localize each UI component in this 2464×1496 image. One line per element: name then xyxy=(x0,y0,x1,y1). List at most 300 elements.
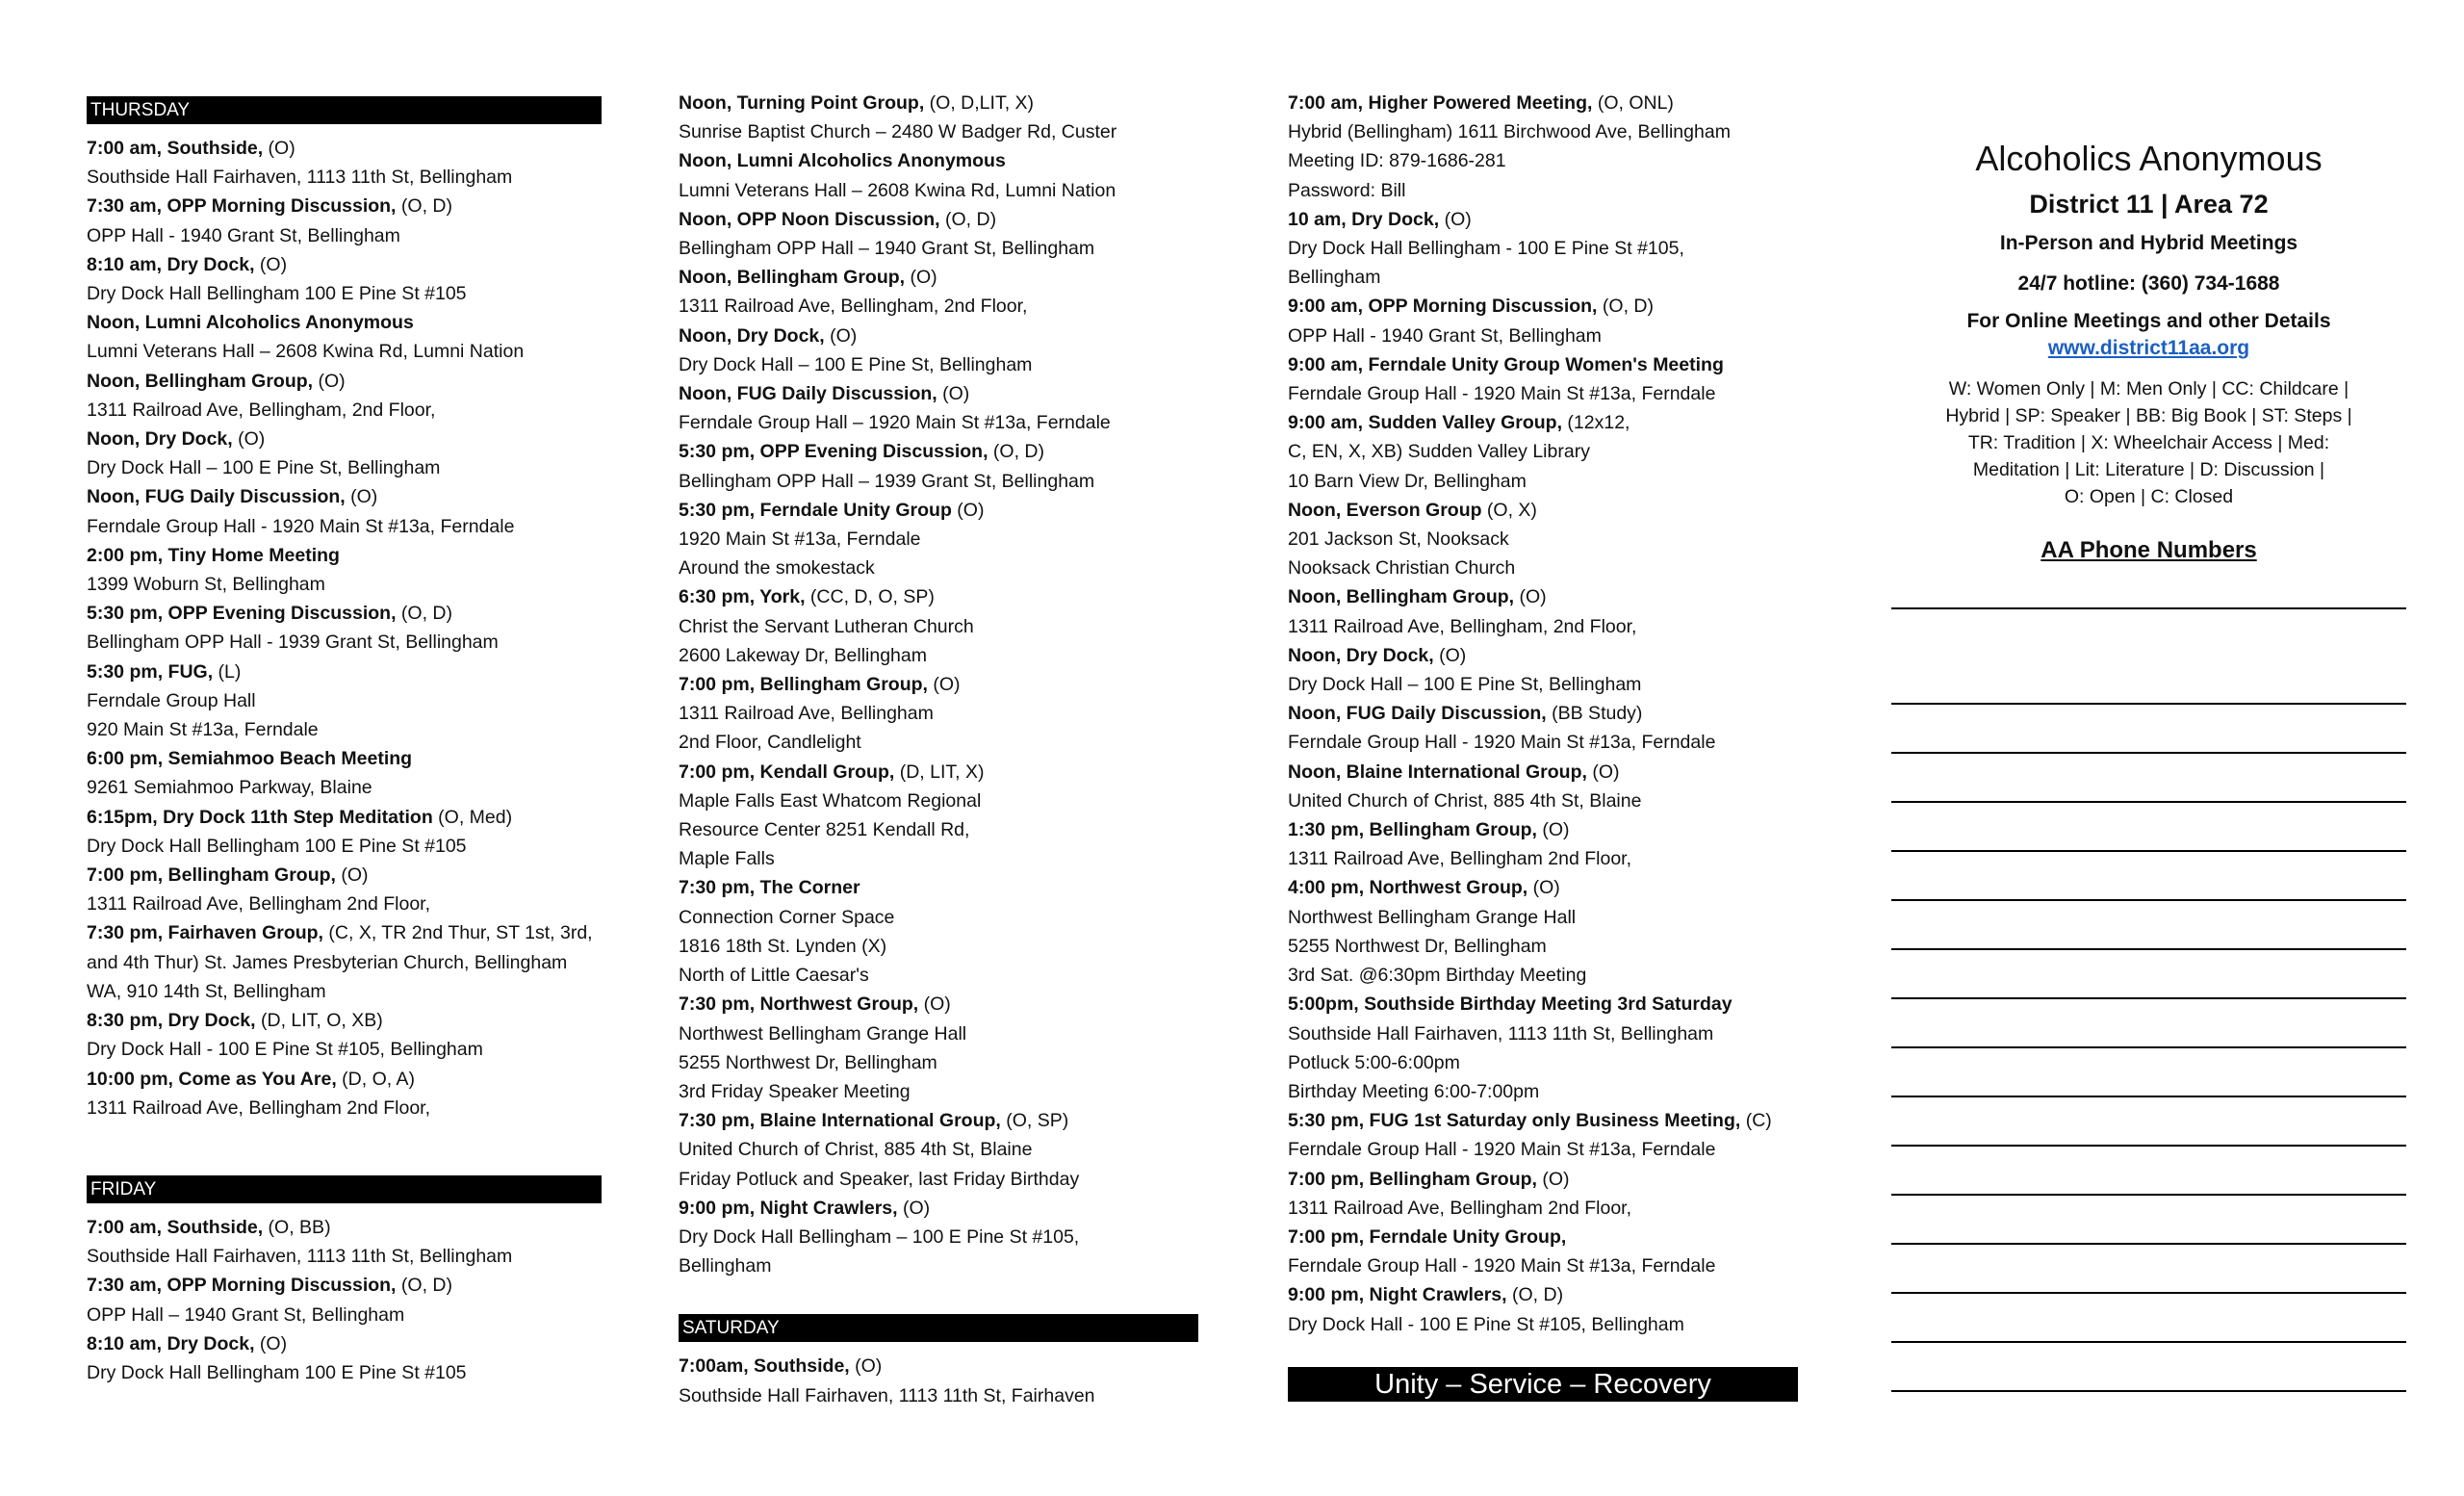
meeting-heading xyxy=(1288,758,1808,787)
meeting-codes: (O, D) xyxy=(1506,1284,1564,1306)
meeting-entry xyxy=(1288,292,1808,349)
meeting-codes: (O) xyxy=(1536,1168,1570,1190)
phone-blank-line xyxy=(1891,1147,2406,1196)
meeting-heading xyxy=(87,599,602,628)
cover-panel xyxy=(1886,135,2411,1392)
meeting-location-line: Ferndale Group Hall xyxy=(87,689,256,711)
meeting-location-line: Around the smokestack xyxy=(679,557,875,580)
meeting-entry xyxy=(679,990,1198,1106)
meeting-entry xyxy=(679,205,1198,263)
meeting-heading xyxy=(87,1271,602,1300)
meeting-location-line: Ferndale Group Hall - 1920 Main St #13a, Ferndale xyxy=(87,515,515,537)
meeting-entry xyxy=(1288,350,1808,408)
meeting-entry xyxy=(87,250,602,308)
phone-blank-line xyxy=(1891,1294,2406,1343)
meeting-title: 9:00 pm, Night Crawlers, xyxy=(679,1197,898,1219)
meeting-location-line: 1816 18th St. Lynden (X) xyxy=(679,935,887,957)
meeting-codes: (O) xyxy=(232,428,266,451)
meeting-codes: (O) xyxy=(313,370,346,392)
meeting-location-line: Birthday Meeting 6:00-7:00pm xyxy=(1288,1080,1540,1102)
meeting-location-line: Southside Hall Fairhaven, 1113 11th St, Fairhaven xyxy=(679,1384,1095,1406)
meeting-codes: (O, Med) xyxy=(432,806,513,828)
meeting-location-line: Dry Dock Hall Bellingham 100 E Pine St #105 xyxy=(87,1361,467,1383)
meeting-title: Noon, Lumni Alcoholics Anonymous xyxy=(87,312,414,334)
meeting-location-line: Bellingham xyxy=(1288,267,1381,289)
meeting-entry xyxy=(1288,873,1808,990)
legend-line: TR: Tradition | X: Wheelchair Access | Med: xyxy=(1967,432,2330,453)
meeting-heading xyxy=(1288,1223,1808,1251)
meeting-location-line: Ferndale Group Hall - 1920 Main St #13a, Ferndale xyxy=(1288,383,1716,405)
meeting-entry xyxy=(1288,990,1808,1106)
meeting-heading xyxy=(679,873,1198,902)
meeting-codes: (O, D) xyxy=(939,208,997,230)
meeting-codes: (O) xyxy=(1586,761,1620,783)
meeting-heading xyxy=(1288,1106,1808,1135)
meeting-title: 8:10 am, Dry Dock, xyxy=(87,1332,255,1354)
meeting-location-line: 5255 Northwest Dr, Bellingham xyxy=(679,1051,937,1073)
phone-blank-line xyxy=(1891,1196,2406,1245)
meeting-heading xyxy=(1288,873,1808,902)
meeting-title: Noon, FUG Daily Discussion, xyxy=(87,486,346,508)
legend-line: W: Women Only | M: Men Only | CC: Childcare | xyxy=(1948,378,2349,400)
meeting-location-line: Bellingham OPP Hall – 1940 Grant St, Bellingham xyxy=(679,238,1095,260)
friday-meeting-list-continued xyxy=(679,89,1198,1280)
hotline: 24/7 hotline: (360) 734-1688 xyxy=(2017,272,2280,295)
meeting-location-line: Southside Hall Fairhaven, 1113 11th St, Bellingham xyxy=(87,1246,513,1268)
meeting-location-line: Dry Dock Hall - 100 E Pine St #105, Bellingham xyxy=(87,1039,483,1061)
legend-line: Meditation | Lit: Literature | D: Discussion | xyxy=(1972,459,2325,480)
meeting-title: Noon, Dry Dock, xyxy=(679,324,825,347)
meeting-location-line: 1311 Railroad Ave, Bellingham 2nd Floor, xyxy=(87,893,431,916)
meeting-entry xyxy=(87,1213,602,1271)
meeting-heading xyxy=(87,134,602,163)
meeting-heading xyxy=(1288,496,1808,525)
meeting-codes: (O) xyxy=(1527,877,1560,899)
meeting-entry xyxy=(1288,1280,1808,1338)
meeting-heading xyxy=(87,250,602,279)
meeting-entry xyxy=(87,658,602,745)
meeting-heading xyxy=(679,1352,1198,1380)
meeting-codes: (O) xyxy=(254,1332,288,1354)
meeting-title: 7:00am, Southside, xyxy=(679,1355,850,1378)
meeting-location-line: Dry Dock Hall Bellingham 100 E Pine St #105 xyxy=(87,835,467,857)
meeting-location-line: United Church of Christ, 885 4th St, Blaine xyxy=(1288,789,1642,812)
unity-service-recovery-banner: Unity – Service – Recovery xyxy=(1288,1367,1798,1402)
meeting-location-line: Resource Center 8251 Kendall Rd, xyxy=(679,819,970,841)
meeting-title: 4:00 pm, Northwest Group, xyxy=(1288,877,1528,899)
meeting-title: Noon, Bellingham Group, xyxy=(1288,586,1515,608)
phone-blank-line xyxy=(1891,901,2406,950)
meeting-heading xyxy=(679,990,1198,1019)
meeting-heading xyxy=(679,582,1198,611)
meeting-entry xyxy=(87,918,602,1006)
friday-header: FRIDAY xyxy=(87,1175,602,1203)
meeting-entry xyxy=(87,1329,602,1387)
meeting-location-line: OPP Hall - 1940 Grant St, Bellingham xyxy=(1288,324,1602,347)
phone-blank-line xyxy=(1891,1343,2406,1392)
meeting-heading xyxy=(87,861,602,890)
meeting-codes: (CC, D, O, SP) xyxy=(805,586,935,608)
meeting-entry xyxy=(679,437,1198,495)
phone-blank-line xyxy=(1891,1097,2406,1147)
meeting-title: 5:30 pm, FUG 1st Saturday only Business Meeting, xyxy=(1288,1110,1741,1132)
meeting-codes: (L) xyxy=(213,660,242,683)
meeting-location-line: 9261 Semiahmoo Parkway, Blaine xyxy=(87,777,372,799)
column-friday-saturday xyxy=(679,89,1198,1410)
meeting-title: Noon, Everson Group xyxy=(1288,499,1482,521)
meeting-title: 5:30 pm, FUG, xyxy=(87,660,214,683)
meeting-heading xyxy=(87,918,602,947)
meeting-entry xyxy=(679,670,1198,758)
phone-numbers-title: AA Phone Numbers xyxy=(2040,537,2257,563)
meeting-heading xyxy=(87,658,602,686)
meeting-codes: (O) xyxy=(1536,819,1570,841)
phone-number-lines xyxy=(1886,606,2411,1392)
meeting-heading xyxy=(679,322,1198,350)
meeting-entry xyxy=(679,146,1198,204)
meeting-entry xyxy=(87,541,602,599)
meeting-title: 7:30 pm, Fairhaven Group, xyxy=(87,922,323,944)
meeting-heading xyxy=(1288,815,1808,844)
meeting-heading xyxy=(1288,292,1808,321)
meeting-heading xyxy=(87,1213,602,1242)
meeting-location-line: Northwest Bellingham Grange Hall xyxy=(679,1022,967,1045)
meeting-location-line: 2600 Lakeway Dr, Bellingham xyxy=(679,644,927,666)
meeting-title: Noon, Bellingham Group, xyxy=(679,267,906,289)
meetings-subtitle: In-Person and Hybrid Meetings xyxy=(1999,232,2298,254)
meeting-title: 5:00pm, Southside Birthday Meeting 3rd Saturday xyxy=(1288,993,1732,1016)
meeting-location-line: Southside Hall Fairhaven, 1113 11th St, Bellingham xyxy=(87,167,513,189)
meeting-location-line: 920 Main St #13a, Ferndale xyxy=(87,719,319,741)
meeting-location-line: North of Little Caesar's xyxy=(679,965,869,987)
meeting-entry xyxy=(87,482,602,540)
legend-line: Hybrid | SP: Speaker | BB: Big Book | ST: Steps | xyxy=(1945,405,2352,426)
meeting-entry xyxy=(679,263,1198,321)
meeting-entry xyxy=(679,873,1198,990)
meeting-entry xyxy=(87,1271,602,1328)
meeting-entry xyxy=(1288,408,1808,496)
meeting-location-line: Nooksack Christian Church xyxy=(1288,557,1516,580)
meeting-heading xyxy=(679,379,1198,408)
meeting-codes: (12x12, xyxy=(1562,412,1630,434)
meeting-heading xyxy=(87,482,602,511)
meeting-codes: (O) xyxy=(918,993,951,1016)
meeting-entry xyxy=(87,861,602,918)
meeting-heading xyxy=(679,496,1198,525)
meeting-codes: (O) xyxy=(1433,644,1467,666)
meeting-entry xyxy=(1288,641,1808,699)
meeting-title: 10 am, Dry Dock, xyxy=(1288,208,1440,230)
meeting-entry xyxy=(1288,1106,1808,1164)
meeting-entry xyxy=(87,192,602,249)
meeting-entry xyxy=(679,1352,1198,1409)
meeting-location-line: Potluck 5:00-6:00pm xyxy=(1288,1051,1460,1073)
meeting-heading xyxy=(1288,1280,1808,1309)
meeting-location-line: C, EN, X, XB) Sudden Valley Library xyxy=(1288,441,1590,463)
meeting-codes: (O, D) xyxy=(396,603,452,625)
meeting-location-line: 1920 Main St #13a, Ferndale xyxy=(679,529,921,551)
meeting-entry xyxy=(679,89,1198,146)
meeting-location-line: 2nd Floor, Candlelight xyxy=(679,732,861,754)
meeting-codes: (O) xyxy=(254,253,288,275)
meeting-title: 6:00 pm, Semiahmoo Beach Meeting xyxy=(87,748,413,770)
meeting-codes: (O, SP) xyxy=(1000,1110,1069,1132)
meeting-title: 7:00 pm, Bellingham Group, xyxy=(679,674,928,696)
legend-line: O: Open | C: Closed xyxy=(2064,486,2234,507)
meeting-codes: (C) xyxy=(1740,1110,1772,1132)
meeting-heading xyxy=(87,367,602,396)
meeting-location-line: Bellingham OPP Hall – 1939 Grant St, Bellingham xyxy=(679,470,1095,492)
meeting-title: Noon, Lumni Alcoholics Anonymous xyxy=(679,150,1006,172)
meeting-location-line: 1311 Railroad Ave, Bellingham, 2nd Floor, xyxy=(679,296,1028,318)
meeting-codes: (O, D) xyxy=(396,195,452,218)
meeting-location-line: Ferndale Group Hall – 1920 Main St #13a, Ferndale xyxy=(679,412,1111,434)
meeting-location-line: OPP Hall - 1940 Grant St, Bellingham xyxy=(87,224,400,246)
meeting-title: 7:30 pm, Blaine International Group, xyxy=(679,1110,1001,1132)
phone-blank-line xyxy=(1891,705,2406,754)
meeting-location-line: 3rd Sat. @6:30pm Birthday Meeting xyxy=(1288,965,1587,987)
meeting-location-line: 1311 Railroad Ave, Bellingham, 2nd Floor, xyxy=(87,399,436,421)
phone-blank-line xyxy=(1891,754,2406,803)
meeting-codes: (O) xyxy=(335,864,369,887)
saturday-header: SATURDAY xyxy=(679,1314,1198,1342)
meeting-title: 7:00 pm, Kendall Group, xyxy=(679,761,895,783)
column-saturday xyxy=(1288,89,1808,1339)
meeting-codes: (O, BB) xyxy=(263,1216,331,1238)
meeting-codes: (O) xyxy=(1439,208,1472,230)
meeting-entry xyxy=(1288,1165,1808,1223)
online-meetings-text: For Online Meetings and other Details xyxy=(1966,310,2331,332)
meeting-location-line: 1399 Woburn St, Bellingham xyxy=(87,574,325,596)
meeting-heading xyxy=(87,1329,602,1358)
meeting-entry xyxy=(87,803,602,861)
meeting-location-line: Maple Falls East Whatcom Regional xyxy=(679,789,982,812)
phone-blank-line xyxy=(1891,656,2406,705)
meeting-heading xyxy=(679,146,1198,175)
meeting-title: 6:15pm, Dry Dock 11th Step Meditation xyxy=(87,806,433,828)
meeting-codes: (O) xyxy=(905,267,937,289)
meeting-entry xyxy=(679,758,1198,874)
meeting-location-line: Dry Dock Hall - 100 E Pine St #105, Bellingham xyxy=(1288,1313,1684,1335)
meeting-location-line: Dry Dock Hall Bellingham – 100 E Pine St #105, xyxy=(679,1225,1080,1248)
meeting-codes: (C, X, TR 2nd Thur, ST 1st, 3rd, xyxy=(322,922,593,944)
meeting-title: 7:30 am, OPP Morning Discussion, xyxy=(87,1275,397,1297)
meeting-title: 9:00 am, OPP Morning Discussion, xyxy=(1288,296,1598,318)
meeting-location-line: 1311 Railroad Ave, Bellingham 2nd Floor, xyxy=(1288,848,1632,870)
meeting-codes: (O) xyxy=(849,1355,883,1378)
meeting-title: 7:00 am, Southside, xyxy=(87,138,264,159)
meeting-title: 7:30 pm, Northwest Group, xyxy=(679,993,919,1016)
meeting-heading xyxy=(87,803,602,832)
meeting-title: 7:00 am, Higher Powered Meeting, xyxy=(1288,92,1593,114)
meeting-heading xyxy=(1288,1165,1808,1194)
phone-blank-line xyxy=(1891,852,2406,901)
meeting-title: Noon, Dry Dock, xyxy=(1288,644,1434,666)
meeting-title: 8:30 pm, Dry Dock, xyxy=(87,1010,256,1032)
meeting-entry xyxy=(1288,1223,1808,1280)
thursday-header: THURSDAY xyxy=(87,96,602,124)
meeting-location-line: 1311 Railroad Ave, Bellingham 2nd Floor, xyxy=(87,1096,431,1119)
meeting-location-line: Maple Falls xyxy=(679,848,775,870)
meeting-entry xyxy=(87,744,602,802)
website-link[interactable]: www.district11aa.org xyxy=(2047,337,2250,359)
column-thursday-friday xyxy=(87,96,602,1387)
meeting-location-line: 3rd Friday Speaker Meeting xyxy=(679,1080,911,1102)
meeting-location-line: Dry Dock Hall – 100 E Pine St, Bellingham xyxy=(87,457,441,479)
meeting-codes: (O) xyxy=(927,674,961,696)
meeting-entry xyxy=(87,425,602,482)
meeting-title: Noon, FUG Daily Discussion, xyxy=(1288,703,1547,725)
meeting-location-line: Christ the Servant Lutheran Church xyxy=(679,615,974,637)
meeting-codes: (O) xyxy=(951,499,985,521)
meeting-codes: (BB Study) xyxy=(1546,703,1643,725)
meeting-codes: (D, O, A) xyxy=(336,1068,416,1090)
meeting-title: 7:00 pm, Ferndale Unity Group, xyxy=(1288,1225,1567,1248)
meeting-heading xyxy=(1288,205,1808,234)
phone-blank-line xyxy=(1891,1245,2406,1294)
meeting-location-line: Connection Corner Space xyxy=(679,906,895,928)
meeting-title: 2:00 pm, Tiny Home Meeting xyxy=(87,544,340,566)
meeting-title: Noon, OPP Noon Discussion, xyxy=(679,208,940,230)
meeting-location-line: Lumni Veterans Hall – 2608 Kwina Rd, Lumni Nation xyxy=(87,341,525,363)
meeting-title: 7:00 am, Southside, xyxy=(87,1216,264,1238)
meeting-location-line: Password: Bill xyxy=(1288,179,1406,201)
phone-blank-line xyxy=(1891,1048,2406,1097)
meeting-location-line: United Church of Christ, 885 4th St, Blaine xyxy=(679,1139,1033,1161)
legend xyxy=(1886,375,2411,510)
phone-blank-line xyxy=(1891,950,2406,999)
meeting-location-line: Hybrid (Bellingham) 1611 Birchwood Ave, Bellingham xyxy=(1288,121,1731,143)
meeting-heading xyxy=(679,1194,1198,1223)
meeting-heading xyxy=(679,437,1198,466)
meeting-heading xyxy=(1288,699,1808,728)
meeting-location-line: OPP Hall – 1940 Grant St, Bellingham xyxy=(87,1303,405,1326)
meeting-heading xyxy=(87,1006,602,1035)
meeting-codes: (D, LIT, X) xyxy=(894,761,985,783)
meeting-location-line: Dry Dock Hall Bellingham - 100 E Pine St #105, xyxy=(1288,238,1684,260)
meeting-location-line: WA, 910 14th St, Bellingham xyxy=(87,980,326,1002)
meeting-location-line: Ferndale Group Hall - 1920 Main St #13a, Ferndale xyxy=(1288,1255,1716,1277)
meeting-entry xyxy=(1288,815,1808,873)
meeting-entry xyxy=(1288,582,1808,640)
meeting-codes: (O, X) xyxy=(1481,499,1537,521)
meeting-codes: (O) xyxy=(824,324,858,347)
meeting-title: Noon, Blaine International Group, xyxy=(1288,761,1587,783)
meeting-heading xyxy=(679,263,1198,292)
meeting-heading xyxy=(1288,582,1808,611)
meeting-heading xyxy=(87,1065,602,1094)
meeting-entry xyxy=(87,1006,602,1064)
meeting-location-line: Bellingham xyxy=(679,1255,772,1277)
meeting-entry xyxy=(679,1194,1198,1281)
meeting-title: 7:00 pm, Bellingham Group, xyxy=(87,864,336,887)
meeting-title: 7:30 pm, The Corner xyxy=(679,877,860,899)
meeting-heading xyxy=(679,1106,1198,1135)
meeting-entry xyxy=(1288,699,1808,757)
meeting-location-line: Ferndale Group Hall - 1920 Main St #13a, Ferndale xyxy=(1288,1139,1716,1161)
meeting-codes: (D, LIT, O, XB) xyxy=(255,1010,383,1032)
meeting-codes: (O, D) xyxy=(988,441,1044,463)
meeting-location-line: Sunrise Baptist Church – 2480 W Badger Rd, Custer xyxy=(679,121,1117,143)
meeting-entry xyxy=(87,134,602,192)
brand-block xyxy=(1886,135,2411,362)
meeting-heading xyxy=(87,541,602,570)
thursday-meeting-list xyxy=(87,134,602,1122)
meeting-location-line: Lumni Veterans Hall – 2608 Kwina Rd, Lumni Nation xyxy=(679,179,1116,201)
meeting-heading xyxy=(1288,641,1808,670)
meeting-heading xyxy=(87,308,602,337)
meeting-entry xyxy=(679,322,1198,379)
meeting-title: Noon, Turning Point Group, xyxy=(679,92,925,114)
meeting-title: 5:30 pm, OPP Evening Discussion, xyxy=(679,441,988,463)
meeting-title: 7:00 pm, Bellingham Group, xyxy=(1288,1168,1537,1190)
meeting-location-line: Bellingham OPP Hall - 1939 Grant St, Bellingham xyxy=(87,632,499,654)
meeting-title: 8:10 am, Dry Dock, xyxy=(87,253,255,275)
meeting-heading xyxy=(1288,350,1808,379)
meeting-title: 5:30 pm, OPP Evening Discussion, xyxy=(87,603,397,625)
meeting-codes: (O) xyxy=(345,486,378,508)
meeting-heading xyxy=(1288,408,1808,437)
meeting-location-line: 5255 Northwest Dr, Bellingham xyxy=(1288,935,1547,957)
org-name: Alcoholics Anonymous xyxy=(1975,139,2323,178)
meeting-entry xyxy=(87,1065,602,1122)
meeting-location-line: Ferndale Group Hall - 1920 Main St #13a, Ferndale xyxy=(1288,732,1716,754)
meeting-codes: (O, D,LIT, X) xyxy=(924,92,1035,114)
meeting-entry xyxy=(1288,496,1808,583)
meeting-title: 9:00 pm, Night Crawlers, xyxy=(1288,1284,1507,1306)
friday-meeting-list xyxy=(87,1213,602,1387)
meeting-title: Noon, Bellingham Group, xyxy=(87,370,314,392)
meeting-heading xyxy=(1288,990,1808,1019)
phone-blank-line xyxy=(1891,803,2406,852)
meeting-heading xyxy=(679,758,1198,787)
meeting-title: 6:30 pm, York, xyxy=(679,586,806,608)
meeting-entry xyxy=(679,582,1198,670)
meeting-entry xyxy=(87,367,602,425)
meeting-entry xyxy=(87,599,602,657)
meeting-codes: (O) xyxy=(263,138,295,159)
meeting-codes: (O) xyxy=(937,383,970,405)
meeting-heading xyxy=(87,425,602,453)
meeting-location-line: 201 Jackson St, Nooksack xyxy=(1288,529,1509,551)
meeting-title: 10:00 pm, Come as You Are, xyxy=(87,1068,337,1090)
meeting-location-line: Southside Hall Fairhaven, 1113 11th St, Bellingham xyxy=(1288,1022,1714,1045)
meeting-title: 7:30 am, OPP Morning Discussion, xyxy=(87,195,397,218)
saturday-meeting-list-continued xyxy=(1288,89,1808,1339)
phone-blank-line xyxy=(1891,606,2406,609)
meeting-location-line: 10 Barn View Dr, Bellingham xyxy=(1288,470,1527,492)
meeting-codes: (O) xyxy=(897,1197,931,1219)
meeting-location-line: Dry Dock Hall – 100 E Pine St, Bellingham xyxy=(1288,674,1642,696)
meeting-heading xyxy=(679,670,1198,699)
meeting-location-line: Friday Potluck and Speaker, last Friday Birthday xyxy=(679,1168,1080,1190)
meeting-location-line: Dry Dock Hall – 100 E Pine St, Bellingham xyxy=(679,353,1033,375)
meeting-location-line: 1311 Railroad Ave, Bellingham, 2nd Floor, xyxy=(1288,615,1637,637)
meeting-entry xyxy=(87,308,602,366)
meeting-codes: (O, D) xyxy=(396,1275,452,1297)
meeting-title: 9:00 am, Sudden Valley Group, xyxy=(1288,412,1563,434)
meeting-entry xyxy=(1288,758,1808,815)
meeting-title: 9:00 am, Ferndale Unity Group Women's Meeting xyxy=(1288,353,1724,375)
meeting-location-line: Northwest Bellingham Grange Hall xyxy=(1288,906,1577,928)
meeting-entry xyxy=(1288,89,1808,205)
meeting-heading xyxy=(679,205,1198,234)
meeting-location-line: Dry Dock Hall Bellingham 100 E Pine St #105 xyxy=(87,283,467,305)
meeting-entry xyxy=(1288,205,1808,293)
meeting-entry xyxy=(679,1106,1198,1194)
meeting-location-line: 1311 Railroad Ave, Bellingham xyxy=(679,703,934,725)
meeting-heading xyxy=(679,89,1198,117)
